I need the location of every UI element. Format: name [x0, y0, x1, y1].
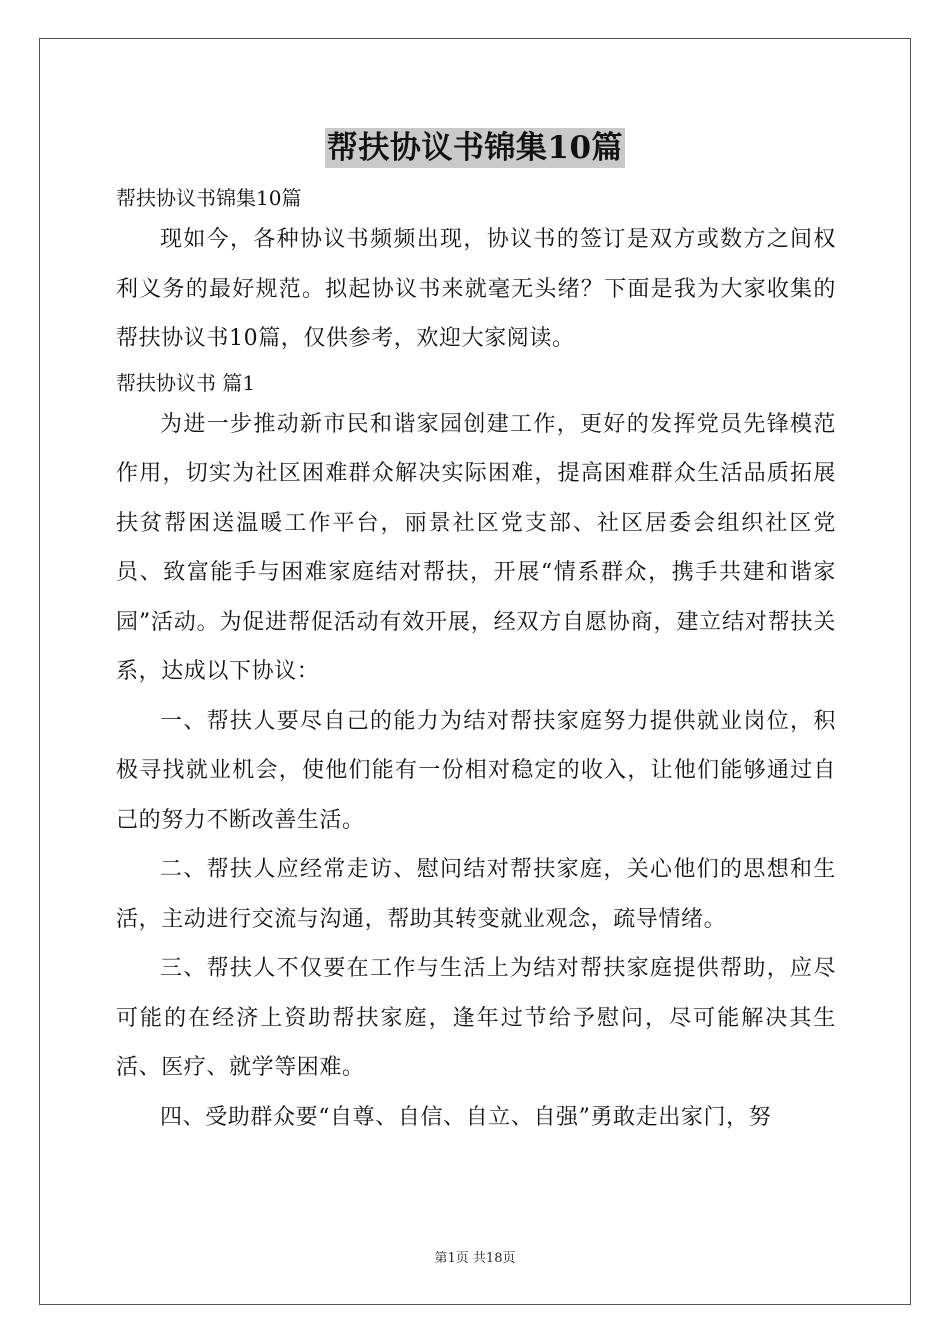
page-number: 第1页 共18页 — [434, 1251, 516, 1266]
document-body — [116, 181, 836, 1142]
body-paragraph: 为进一步推动新市民和谐家园创建工作，更好的发挥党员先锋模范作用，切实为社区困难群众解决实际困难，提高困难群众生活品质拓展扶贫帮困送温暖工作平台，丽景社区党支部、社区居委会组织社区党员、致富能手与困难家庭结对帮扶，开展“情系群众，携手共建和谐家园”活动。为促进帮促活动有效开展，经双方自愿协商，建立结对帮扶关系，达成以下协议： — [116, 411, 836, 684]
body-paragraph: 一、帮扶人要尽自己的能力为结对帮扶家庭努力提供就业岗位，积极寻找就业机会，使他们能有一份相对稳定的收入，让他们能够通过自己的努力不断改善生活。 — [116, 708, 836, 833]
intro-paragraph: 现如今，各种协议书频频出现，协议书的签订是双方或数方之间权利义务的最好规范。拟起协议书来就毫无头绪？下面是我为大家收集的帮扶协议书10篇，仅供参考，欢迎大家阅读。 — [116, 227, 836, 351]
body-paragraph: 三、帮扶人不仅要在工作与生活上为结对帮扶家庭提供帮助，应尽可能的在经济上资助帮扶家庭，逢年过节给予慰问，尽可能解决其生活、医疗、就学等困难。 — [116, 956, 836, 1080]
document-title: 帮扶协议书锦集10篇 — [326, 130, 624, 166]
body-paragraph: 二、帮扶人应经常走访、慰问结对帮扶家庭，关心他们的思想和生活，主动进行交流与沟通，帮助其转变就业观念，疏导情绪。 — [116, 857, 836, 932]
title-container — [0, 128, 950, 168]
section-heading: 帮扶协议书 篇1 — [116, 370, 256, 395]
body-paragraph: 四、受助群众要“自尊、自信、自立、自强”勇敢走出家门，努 — [160, 1104, 772, 1130]
page-footer — [0, 1247, 950, 1266]
document-subtitle: 帮扶协议书锦集10篇 — [116, 186, 302, 210]
